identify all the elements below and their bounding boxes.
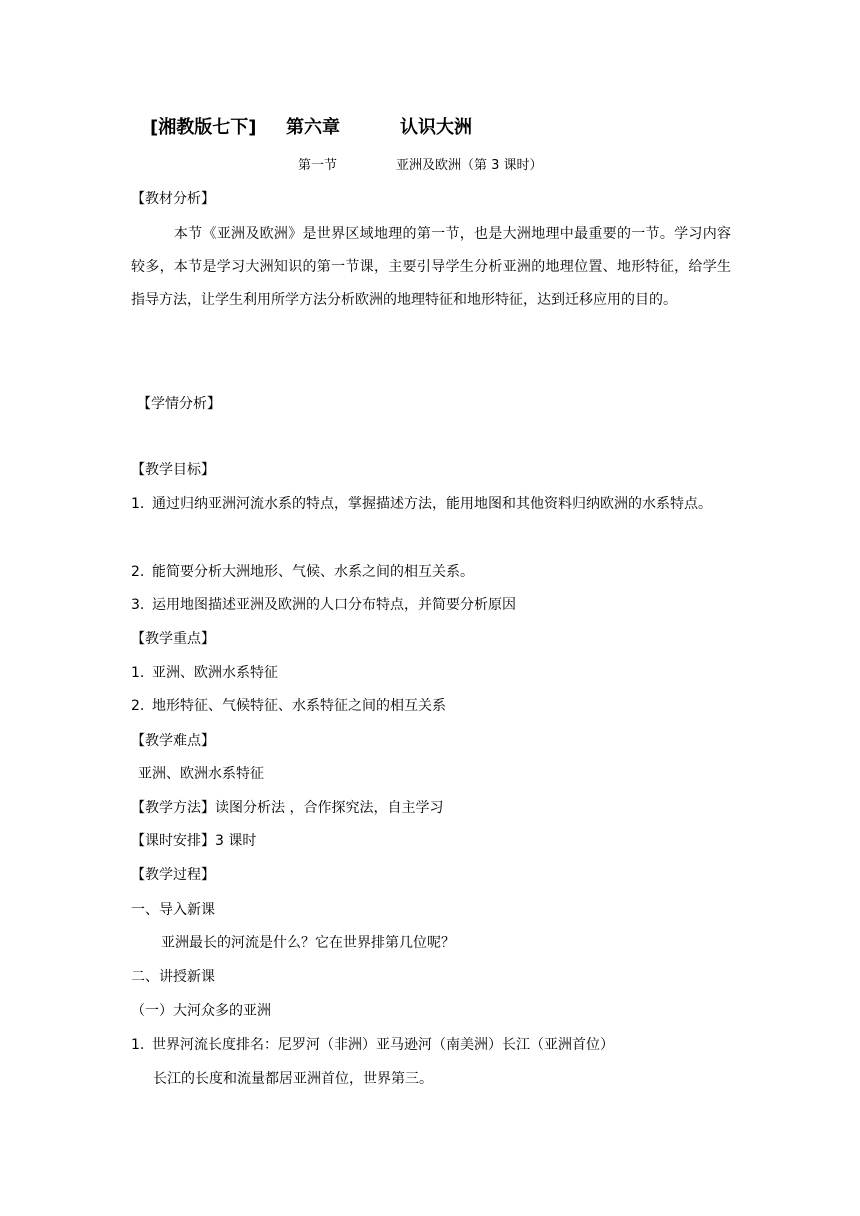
objective-item-1 — [131, 488, 731, 521]
difficulties-heading: 【教学难点】 — [131, 733, 215, 749]
section-subtitle — [298, 156, 543, 176]
title-topic: 认识大洲 — [400, 117, 472, 138]
objective-item-2 — [131, 562, 474, 582]
objective-text: 运用地图描述亚洲及欧洲的人口分布特点，并简要分析原因 — [152, 597, 516, 613]
objective-text: 通过归纳亚洲河流水系的特点，掌握描述方法，能用地图和其他资料归纳欧洲的水系特点。 — [152, 496, 712, 512]
methods-heading: 【教学方法】 — [131, 800, 215, 816]
section-name: 亚洲及欧洲（第 3 课时） — [396, 158, 543, 173]
schedule-text: 3 课时 — [215, 833, 257, 849]
objective-text: 能简要分析大洲地形、气候、水系之间的相互关系。 — [152, 564, 474, 580]
process-subsection-1: （一）大河众多的亚洲 — [131, 1003, 271, 1019]
process-note: 长江的长度和流量都居亚洲首位，世界第三。 — [153, 1071, 433, 1087]
list-number: 3. — [131, 597, 145, 613]
objectives-heading: 【教学目标】 — [131, 462, 215, 478]
page-title — [150, 115, 472, 141]
key-points-heading: 【教学重点】 — [131, 631, 215, 647]
list-number: 2. — [131, 698, 145, 714]
title-chapter: 第六章 — [286, 117, 340, 138]
key-point-text: 亚洲、欧洲水系特征 — [152, 665, 278, 681]
list-number: 1. — [131, 496, 145, 512]
title-edition: [湘教版七下] — [150, 117, 257, 138]
methods-line — [131, 798, 443, 818]
schedule-line — [131, 831, 256, 851]
key-point-text: 地形特征、气候特征、水系特征之间的相互关系 — [152, 698, 446, 714]
process-item-text: 世界河流长度排名：尼罗河（非洲）亚马逊河（南美洲）长江（亚洲首位） — [152, 1037, 614, 1053]
process-part-2: 二、讲授新课 — [131, 969, 215, 985]
learner-heading: 【学情分析】 — [137, 396, 221, 412]
schedule-heading: 【课时安排】 — [131, 833, 215, 849]
list-number: 1. — [131, 1037, 145, 1053]
difficulty-item: 亚洲、欧洲水系特征 — [138, 766, 264, 782]
section-number: 第一节 — [298, 158, 338, 173]
process-part-1: 一、导入新课 — [131, 902, 215, 918]
process-heading: 【教学过程】 — [131, 867, 215, 883]
analysis-heading: 【教材分析】 — [131, 191, 215, 207]
analysis-body: 本节《亚洲及欧洲》是世界区域地理的第一节，也是大洲地理中最重要的一节。学习内容较多，本节是学习大洲知识的第一节课，主要引导学生分析亚洲的地理位置、地形特征，给学生指导方法，让学生利用所学方法分析欧洲的地理特征和地形特征，达到迁移应用的目的。 — [131, 226, 731, 308]
intro-question: 亚洲最长的河流是什么？它在世界排第几位呢？ — [161, 935, 455, 951]
key-point-item-2 — [131, 696, 446, 716]
methods-text: 读图分析法 ，合作探究法，自主学习 — [215, 800, 444, 816]
process-item-1 — [131, 1035, 614, 1055]
list-number: 1. — [131, 665, 145, 681]
key-point-item-1 — [131, 663, 278, 683]
list-number: 2. — [131, 564, 145, 580]
objective-item-3 — [131, 595, 516, 615]
